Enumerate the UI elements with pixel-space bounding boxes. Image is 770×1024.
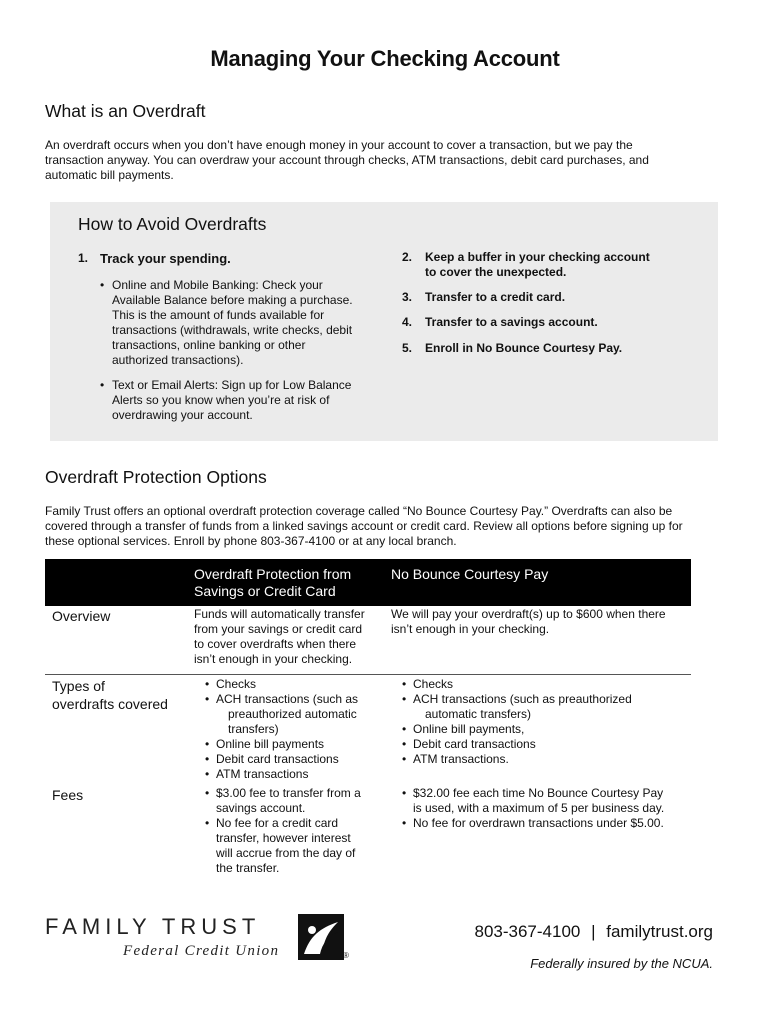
item-label: Transfer to a credit card. bbox=[425, 290, 566, 304]
bullet-icon: • bbox=[402, 737, 407, 751]
bullet-icon: • bbox=[100, 378, 105, 392]
col-header-line: Overdraft Protection from bbox=[194, 566, 352, 582]
row-label-overview: Overview bbox=[52, 608, 111, 624]
cell-line: the transfer. bbox=[216, 861, 280, 875]
cell-line: is used, with a maximum of 5 per business day. bbox=[413, 801, 665, 815]
item-number: 2. bbox=[402, 250, 413, 264]
bullet-icon: • bbox=[100, 278, 105, 292]
list-item bbox=[204, 737, 389, 752]
bullet-line: Online and Mobile Banking: Check your bbox=[112, 278, 323, 292]
logo-mark-icon bbox=[298, 914, 344, 960]
overview-courtesy-cell bbox=[391, 607, 691, 637]
overdraft-line: An overdraft occurs when you don’t have enough money in your account to cover a transaction, but we pay the bbox=[45, 138, 633, 152]
cell-line: transfers) bbox=[228, 722, 279, 736]
row-label-types bbox=[52, 677, 168, 713]
contact-separator: | bbox=[591, 922, 596, 941]
list-item bbox=[401, 816, 691, 831]
cell-line: preauthorized automatic bbox=[228, 707, 357, 721]
list-item bbox=[401, 752, 691, 767]
registered-mark: ® bbox=[343, 951, 349, 960]
cell-line: savings account. bbox=[216, 801, 306, 815]
cell-line: $3.00 fee to transfer from a bbox=[216, 786, 361, 800]
cell-line: ATM transactions bbox=[216, 767, 309, 781]
bullet-line: authorized transactions). bbox=[112, 353, 244, 367]
list-item bbox=[204, 692, 389, 737]
bullet-line: transactions (withdrawals, write checks, debit bbox=[112, 323, 353, 337]
row-divider bbox=[45, 674, 691, 675]
cell-line: No fee for a credit card bbox=[216, 816, 339, 830]
fees-courtesy-cell bbox=[401, 786, 691, 831]
bullet-icon: • bbox=[205, 786, 210, 800]
bullet-icon: • bbox=[402, 722, 407, 736]
protection-heading: Overdraft Protection Options bbox=[45, 467, 267, 487]
bullet-line: This is the amount of funds available for bbox=[112, 308, 325, 322]
item-label: Track your spending. bbox=[100, 251, 231, 266]
overdraft-heading: What is an Overdraft bbox=[45, 101, 206, 121]
bullet-icon: • bbox=[205, 816, 210, 830]
list-item bbox=[204, 767, 389, 782]
list-item bbox=[204, 816, 389, 876]
row-label-fees: Fees bbox=[52, 787, 84, 803]
cell-line: will accrue from the day of bbox=[216, 846, 356, 860]
page-title: Managing Your Checking Account bbox=[210, 46, 560, 71]
cell-line: ACH transactions (such as preauthorized bbox=[413, 692, 632, 706]
cell-line: Debit card transactions bbox=[413, 737, 536, 751]
bullet-icon: • bbox=[402, 752, 407, 766]
cell-line: $32.00 fee each time No Bounce Courtesy Pay bbox=[413, 786, 664, 800]
bullet-icon: • bbox=[205, 677, 210, 691]
list-item bbox=[204, 677, 389, 692]
item-number: 5. bbox=[402, 341, 413, 355]
phone-number[interactable]: 803-367-4100 bbox=[474, 922, 581, 941]
contact-line bbox=[474, 922, 713, 942]
bullet-icon: • bbox=[402, 692, 407, 706]
bullet-line: transactions, online banking or other bbox=[112, 338, 306, 352]
types-transfer-cell bbox=[204, 677, 389, 782]
list-item bbox=[401, 737, 691, 752]
fees-transfer-cell bbox=[204, 786, 389, 876]
overdraft-line: transaction anyway. You can overdraw your account through checks, ATM transactions, debit card purchases, and bbox=[45, 153, 649, 167]
bullet-line: Text or Email Alerts: Sign up for Low Balance bbox=[112, 378, 352, 392]
cell-line: isn’t enough in your checking. bbox=[194, 652, 353, 666]
cell-line: Debit card transactions bbox=[216, 752, 339, 766]
item-number: 4. bbox=[402, 315, 413, 329]
item-number: 1. bbox=[78, 251, 89, 265]
overdraft-line: automatic bill payments. bbox=[45, 168, 174, 182]
cell-line: Checks bbox=[413, 677, 454, 691]
protection-paragraph bbox=[45, 504, 745, 549]
avoid-overdrafts-box bbox=[50, 202, 718, 441]
cell-line: isn’t enough in your checking. bbox=[391, 622, 550, 636]
list-item bbox=[401, 677, 691, 692]
list-item bbox=[401, 722, 691, 737]
item-label: Keep a buffer in your checking account bbox=[425, 250, 650, 264]
cell-line: ATM transactions. bbox=[413, 752, 509, 766]
row-label-line: overdrafts covered bbox=[52, 696, 168, 712]
item-label: to cover the unexpected. bbox=[425, 265, 567, 279]
bullet-icon: • bbox=[402, 816, 407, 830]
overdraft-paragraph bbox=[45, 138, 735, 183]
cell-line: Checks bbox=[216, 677, 257, 691]
bullet-icon: • bbox=[402, 786, 407, 800]
protection-line: Family Trust offers an optional overdraft protection coverage called “No Bounce Courtesy Pay.” Overdrafts can also be bbox=[45, 504, 673, 518]
list-item bbox=[401, 692, 691, 722]
cell-line: Online bill payments, bbox=[413, 722, 525, 736]
col-header-line: Savings or Credit Card bbox=[194, 583, 336, 599]
website-link[interactable]: familytrust.org bbox=[606, 922, 713, 941]
list-item bbox=[204, 786, 389, 816]
list-item bbox=[204, 752, 389, 767]
item-label: Transfer to a savings account. bbox=[425, 315, 598, 329]
bullet-icon: • bbox=[205, 767, 210, 781]
bullet-icon: • bbox=[205, 692, 210, 706]
bullet-icon: • bbox=[205, 752, 210, 766]
family-trust-logo bbox=[45, 914, 279, 960]
cell-line: to cover overdrafts when there bbox=[194, 637, 357, 651]
list-item bbox=[401, 786, 691, 816]
cell-line: No fee for overdrawn transactions under $5.00. bbox=[413, 816, 664, 830]
logo-sub-text: Federal Credit Union bbox=[123, 943, 280, 959]
cell-line: We will pay your overdraft(s) up to $600 when there bbox=[391, 607, 666, 621]
bullet-icon: • bbox=[205, 737, 210, 751]
table-header bbox=[45, 559, 691, 606]
bullet-line: Alerts so you know when you’re at risk of bbox=[112, 393, 330, 407]
ncua-notice: Federally insured by the NCUA. bbox=[530, 956, 713, 971]
col-header-courtesy-pay: No Bounce Courtesy Pay bbox=[391, 566, 549, 582]
cell-line: automatic transfers) bbox=[425, 707, 532, 721]
protection-line: covered through a transfer of funds from a linked savings account or credit card. Review all options before signing up for bbox=[45, 519, 683, 533]
col-header-transfer bbox=[194, 566, 351, 600]
cell-line: Online bill payments bbox=[216, 737, 325, 751]
item-number: 3. bbox=[402, 290, 413, 304]
avoid-heading: How to Avoid Overdrafts bbox=[78, 214, 267, 234]
cell-line: transfer, however interest bbox=[216, 831, 351, 845]
bullet-line: overdrawing your account. bbox=[112, 408, 253, 422]
logo-brand-text: FAMILY TRUST bbox=[45, 914, 261, 939]
cell-line: from your savings or credit card bbox=[194, 622, 363, 636]
protection-line: these optional services. Enroll by phone 803-367-4100 or at any local branch. bbox=[45, 534, 457, 548]
row-label-line: Types of bbox=[52, 678, 105, 694]
cell-line: ACH transactions (such as bbox=[216, 692, 359, 706]
item-label: Enroll in No Bounce Courtesy Pay. bbox=[425, 341, 623, 355]
bullet-icon: • bbox=[402, 677, 407, 691]
types-courtesy-cell bbox=[401, 677, 691, 767]
cell-line: Funds will automatically transfer bbox=[194, 607, 365, 621]
bullet-line: Available Balance before making a purchase. bbox=[112, 293, 353, 307]
overview-transfer-cell bbox=[194, 607, 384, 667]
